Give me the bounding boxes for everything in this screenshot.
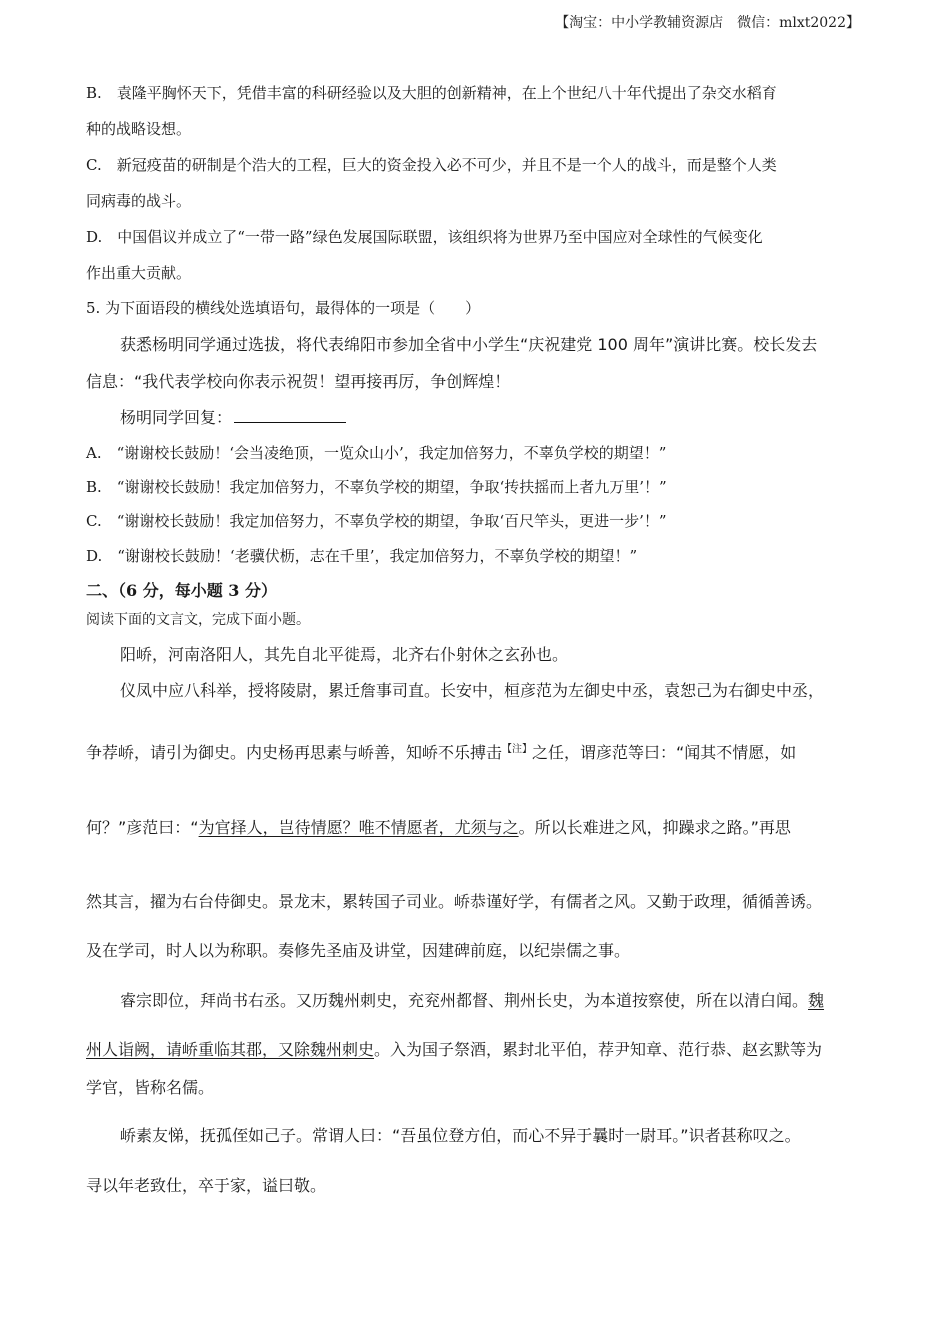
option-c-line2: 同病毒的战斗。 (86, 192, 192, 210)
q5-passage-line1: 获悉杨明同学通过选拔，将代表绵阳市参加全省中小学生“庆祝建党 100 周年”演讲比赛。校长发去 (120, 335, 818, 354)
option-d-line1: D. 中国倡议并成立了“一带一路”绿色发展国际联盟，该组织将为世界乃至中国应对全球性的气候变化 (86, 228, 763, 246)
footnote-marker: 【注】 (502, 744, 533, 755)
passage-text: 。入为国子祭酒，累封北平伯，荐尹知章、范行恭、赵玄默等为 (374, 1040, 823, 1059)
option-c-line1: C. 新冠疫苗的研制是个浩大的工程，巨大的资金投入必不可少，并且不是一个人的战斗，而是整个人类 (86, 156, 777, 174)
passage-para2-line2 (86, 740, 796, 763)
q5-option-b: B. “谢谢校长鼓励！我定加倍努力，不辜负学校的期望，争取‘抟扶摇而上者九万里’！” (86, 478, 667, 496)
passage-text: 之任，谓彦范等曰：“闻其不情愿，如 (532, 743, 797, 762)
passage-para4-line1: 峤素友悌，抚孤侄如己子。常谓人曰：“吾虽位登方伯，而心不异于曩时一尉耳。”识者甚称叹之。 (120, 1126, 801, 1145)
q5-option-a: A. “谢谢校长鼓励！‘会当凌绝顶，一览众山小’，我定加倍努力，不辜负学校的期望！” (86, 444, 667, 462)
passage-text: 。所以长难进之风，抑躁求之路。”再思 (518, 818, 791, 837)
answer-blank (234, 408, 346, 423)
passage-para3-line3: 学官，皆称名儒。 (86, 1078, 215, 1097)
option-b-line1: B. 袁隆平胸怀天下，凭借丰富的科研经验以及大胆的创新精神，在上个世纪八十年代提出了杂交水稻育 (86, 84, 777, 102)
passage-para2-line4: 然其言，擢为右台侍御史。景龙末，累转国子司业。峤恭谨好学，有儒者之风。又勤于政理，循循善诱。 (86, 892, 823, 911)
option-d-line2: 作出重大贡献。 (86, 264, 192, 282)
reply-label: 杨明同学回复： (120, 408, 233, 427)
underlined-sentence-2: 州人诣阙，请峤重临其郡，又除魏州刺史 (86, 1040, 375, 1059)
q5-option-d: D. “谢谢校长鼓励！‘老骥伏枥，志在千里’，我定加倍努力，不辜负学校的期望！” (86, 547, 638, 565)
q5-option-c: C. “谢谢校长鼓励！我定加倍努力，不辜负学校的期望，争取‘百尺竿头，更进一步’！” (86, 512, 667, 530)
passage-para3-line2 (86, 1037, 822, 1060)
section-2-title: 二、（6 分，每小题 3 分） (86, 581, 277, 600)
q5-passage-line2: 信息：“我代表学校向你表示祝贺！望再接再厉，争创辉煌！ (86, 372, 511, 391)
passage-para1: 阳峤，河南洛阳人，其先自北平徙焉，北齐右仆射休之玄孙也。 (120, 645, 569, 664)
passage-text: 睿宗即位，拜尚书右丞。又历魏州刺史，充兖州都督、荆州长史，为本道按察使，所在以清白闻。 (120, 991, 809, 1010)
underlined-sentence-1: 为官择人，岂待情愿？唯不情愿者，尤须与之 (198, 818, 519, 837)
passage-para2-line5: 及在学司，时人以为称职。奏修先圣庙及讲堂，因建碑前庭，以纪崇儒之事。 (86, 941, 631, 960)
passage-para2-line3 (86, 815, 791, 838)
section-2-instruction: 阅读下面的文言文，完成下面小题。 (86, 612, 310, 628)
passage-para4-line2: 寻以年老致仕，卒于家，谥曰敬。 (86, 1176, 327, 1195)
passage-text: 争荐峤，请引为御史。内史杨再思素与峤善，知峤不乐搏击 (86, 743, 503, 762)
q5-reply-line (120, 405, 346, 428)
question-5-stem: 5. 为下面语段的横线处选填语句，最得体的一项是（ ） (86, 299, 481, 317)
option-b-line2: 种的战略设想。 (86, 120, 192, 138)
watermark-header: 【淘宝：中小学教辅资源店 微信：mlxt2022】 (555, 15, 860, 31)
passage-para3-line1 (120, 988, 824, 1011)
underlined-sentence-2-start: 魏 (808, 991, 825, 1010)
passage-para2-line1: 仪凤中应八科举，授将陵尉，累迁詹事司直。长安中，桓彦范为左御史中丞，袁恕己为右御史中丞， (120, 681, 825, 700)
passage-text: 何？”彦范曰：“ (86, 818, 199, 837)
